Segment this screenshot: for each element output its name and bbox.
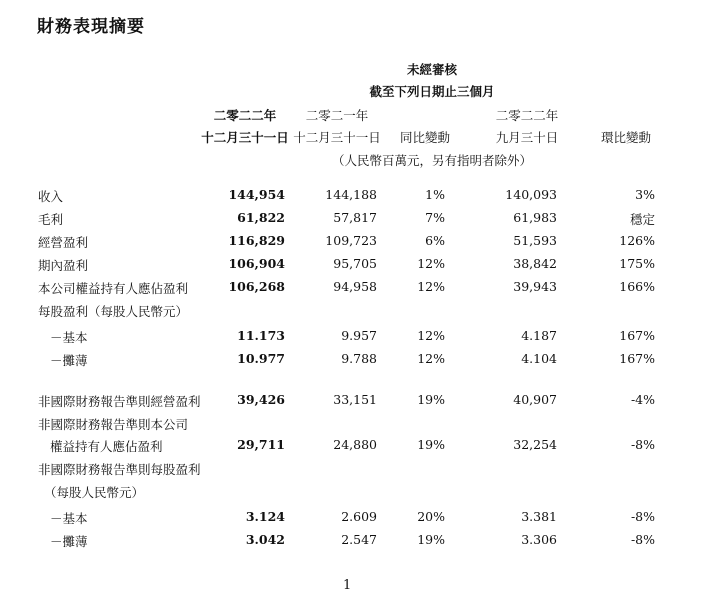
- table-row: [0, 233, 701, 253]
- value-q4-2021: 94,958: [333, 279, 377, 294]
- value-qoq-change: -8%: [630, 532, 655, 547]
- value-yoy-change: 6%: [425, 233, 445, 248]
- row-label: 期內盈利: [38, 258, 89, 273]
- value-q4-2022: 29,711: [237, 437, 285, 452]
- value-q4-2022: 106,268: [228, 279, 285, 294]
- value-q4-2022: 144,954: [228, 187, 285, 202]
- row-label: 收入: [38, 189, 64, 204]
- period-header: 截至下列日期止三個月: [369, 84, 495, 99]
- table-row: [0, 483, 701, 503]
- col3-header: 同比變動: [399, 130, 451, 145]
- table-row: [0, 351, 701, 371]
- col2-date-header: 十二月三十一日: [293, 130, 381, 145]
- table-row: [0, 532, 701, 552]
- value-q3-2022: 39,943: [513, 279, 557, 294]
- table-row: [0, 302, 701, 322]
- value-q3-2022: 61,983: [513, 210, 557, 225]
- value-q3-2022: 32,254: [513, 437, 557, 452]
- value-q3-2022: 4.104: [521, 351, 557, 366]
- row-label: －攤薄: [50, 534, 88, 549]
- page-title: 財務表現摘要: [37, 17, 145, 37]
- value-yoy-change: 19%: [417, 437, 445, 452]
- value-q4-2021: 9.957: [341, 328, 377, 343]
- row-label: －基本: [50, 511, 88, 526]
- row-label: 經營盈利: [38, 235, 89, 250]
- value-q4-2022: 11.173: [237, 328, 285, 343]
- value-q4-2022: 61,822: [237, 210, 285, 225]
- col5-header: 環比變動: [600, 130, 652, 145]
- value-q4-2021: 2.547: [341, 532, 377, 547]
- row-label: 非國際財務報告準則本公司: [38, 417, 189, 432]
- table-row: [0, 460, 701, 480]
- row-label: 權益持有人應佔盈利: [50, 439, 163, 454]
- value-qoq-change: 167%: [619, 328, 655, 343]
- table-row: [0, 415, 701, 435]
- units-note: （人民幣百萬元，另有指明者除外）: [331, 153, 533, 168]
- row-label: 非國際財務報告準則經營盈利: [38, 394, 201, 409]
- value-qoq-change: 穩定: [629, 212, 655, 227]
- value-q4-2021: 144,188: [325, 187, 377, 202]
- row-label: 毛利: [38, 212, 64, 227]
- table-row: [0, 210, 701, 230]
- table-row: [0, 256, 701, 276]
- value-q4-2021: 2.609: [341, 509, 377, 524]
- value-yoy-change: 12%: [417, 256, 445, 271]
- value-qoq-change: -8%: [630, 437, 655, 452]
- value-q3-2022: 51,593: [513, 233, 557, 248]
- value-yoy-change: 12%: [417, 351, 445, 366]
- row-label: 本公司權益持有人應佔盈利: [38, 281, 189, 296]
- row-label: －攤薄: [50, 353, 88, 368]
- value-q3-2022: 40,907: [513, 392, 557, 407]
- row-label: －基本: [50, 330, 88, 345]
- value-q4-2021: 24,880: [333, 437, 377, 452]
- value-yoy-change: 19%: [417, 532, 445, 547]
- table-row: [0, 437, 701, 457]
- col1-year-header: 二零二二年: [213, 108, 277, 123]
- value-q3-2022: 38,842: [513, 256, 557, 271]
- value-qoq-change: 126%: [619, 233, 655, 248]
- value-q4-2021: 109,723: [325, 233, 377, 248]
- unaudited-header: 未經審核: [406, 62, 458, 77]
- value-yoy-change: 1%: [425, 187, 445, 202]
- row-label: 非國際財務報告準則每股盈利: [38, 462, 201, 477]
- col1-date-header: 十二月三十一日: [201, 130, 289, 145]
- value-qoq-change: -8%: [630, 509, 655, 524]
- value-qoq-change: 3%: [635, 187, 655, 202]
- value-q3-2022: 3.306: [521, 532, 557, 547]
- table-row: [0, 328, 701, 348]
- table-row: [0, 509, 701, 529]
- row-label: （每股人民幣元）: [44, 485, 145, 500]
- value-q4-2021: 9.788: [341, 351, 377, 366]
- col2-year-header: 二零二一年: [305, 108, 369, 123]
- value-q4-2022: 39,426: [237, 392, 285, 407]
- value-q4-2021: 33,151: [333, 392, 377, 407]
- value-yoy-change: 12%: [417, 279, 445, 294]
- value-q4-2021: 95,705: [333, 256, 377, 271]
- table-row: [0, 279, 701, 299]
- value-q4-2022: 10.977: [237, 351, 285, 366]
- value-yoy-change: 12%: [417, 328, 445, 343]
- table-row: [0, 392, 701, 412]
- value-qoq-change: 167%: [619, 351, 655, 366]
- value-q3-2022: 3.381: [521, 509, 557, 524]
- value-q4-2022: 116,829: [228, 233, 285, 248]
- row-label: 每股盈利（每股人民幣元）: [38, 304, 189, 319]
- value-q4-2022: 3.042: [245, 532, 285, 547]
- value-yoy-change: 20%: [417, 509, 445, 524]
- value-yoy-change: 19%: [417, 392, 445, 407]
- value-q4-2022: 106,904: [228, 256, 285, 271]
- value-q3-2022: 140,093: [505, 187, 557, 202]
- value-qoq-change: 166%: [619, 279, 655, 294]
- value-q4-2022: 3.124: [245, 509, 285, 524]
- value-qoq-change: -4%: [630, 392, 655, 407]
- value-q3-2022: 4.187: [521, 328, 557, 343]
- table-row: [0, 187, 701, 207]
- page-number: 1: [343, 578, 352, 593]
- col4-year-header: 二零二二年: [495, 108, 559, 123]
- col4-date-header: 九月三十日: [495, 130, 559, 145]
- value-q4-2021: 57,817: [333, 210, 377, 225]
- value-yoy-change: 7%: [425, 210, 445, 225]
- value-qoq-change: 175%: [619, 256, 655, 271]
